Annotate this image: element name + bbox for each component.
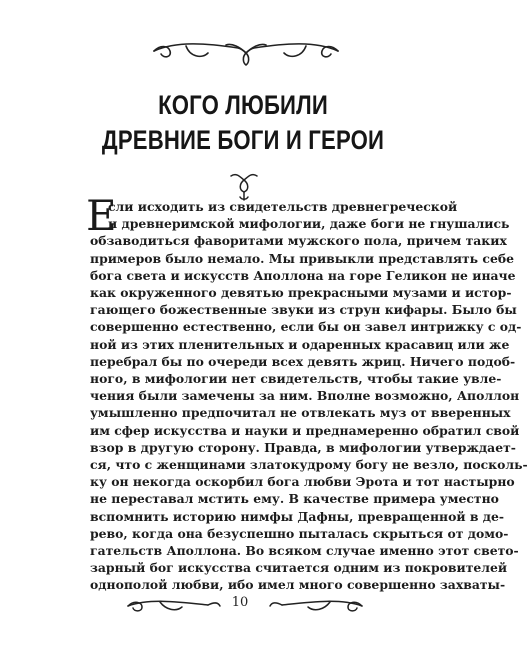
text-line: не переставал мстить ему. В качестве примера уместно [90, 491, 499, 507]
text-line: рево, когда она безуспешно пыталась скрыться от домо- [90, 525, 509, 541]
body-text [90, 198, 528, 594]
text-line: ного, в мифологии нет свидетельств, чтобы такие увле- [90, 371, 502, 387]
text-line: гательств Аполлона. Во всяком случае именно этот свето- [90, 543, 519, 559]
text-line: взор в другую сторону. Правда, в мифологии утверждает- [90, 439, 516, 455]
text-line: вспомнить историю нимфы Дафны, превращенной в де- [90, 508, 505, 524]
text-line: ся, что с женщинами златокудрому богу не везло, посколь- [90, 457, 528, 473]
text-line: примеров было немало. Мы привыкли представлять себе [90, 250, 514, 266]
chapter-title [93, 88, 393, 158]
text-line: им сфер искусства и науки и преднамеренно обратил свой [90, 422, 520, 438]
text-line: однополой любви, ибо имел много совершенно захваты- [90, 577, 506, 593]
chapter-title-line-2: ДРЕВНИЕ БОГИ И ГЕРОИ [101, 125, 385, 155]
text-line: ку он некогда оскорбил бога любви Эрота и тот настырно [90, 474, 515, 490]
text-line: зарный бог искусства считается одним из покровителей [90, 560, 508, 576]
text-line: и древнеримской мифологии, даже боги не гнушались [108, 216, 510, 232]
chapter-title-line-1: КОГО ЛЮБИЛИ [158, 90, 328, 120]
text-line: сли исходить из свидетельств древнегреческой [108, 199, 458, 214]
text-line: ной из этих пленительных и одаренных красавиц или же [90, 336, 510, 352]
text-line: умышленно предпочитал не отвлекать муз от вверенных [90, 405, 511, 421]
text-line: гающего божественные звуки из струн кифары. Было бы [90, 302, 517, 318]
text-line: как окруженного девятью прекрасными музами и истор- [90, 285, 512, 301]
text-line: чения были замечены за ним. Вполне возможно, Аполлон [90, 388, 520, 404]
drop-cap: Е [86, 191, 117, 240]
text-line: обзаводиться фаворитами мужского пола, причем таких [90, 233, 507, 249]
top-ornament-icon [146, 33, 346, 69]
page-number: 10 [231, 595, 249, 610]
text-line: бога света и искусств Аполлона на горе Геликон не иначе [90, 267, 516, 283]
text-line: совершенно естественно, если бы он завел интрижку с од- [90, 319, 522, 335]
text-line: перебрал бы по очереди всех девять жриц. Ничего подоб- [90, 353, 516, 369]
